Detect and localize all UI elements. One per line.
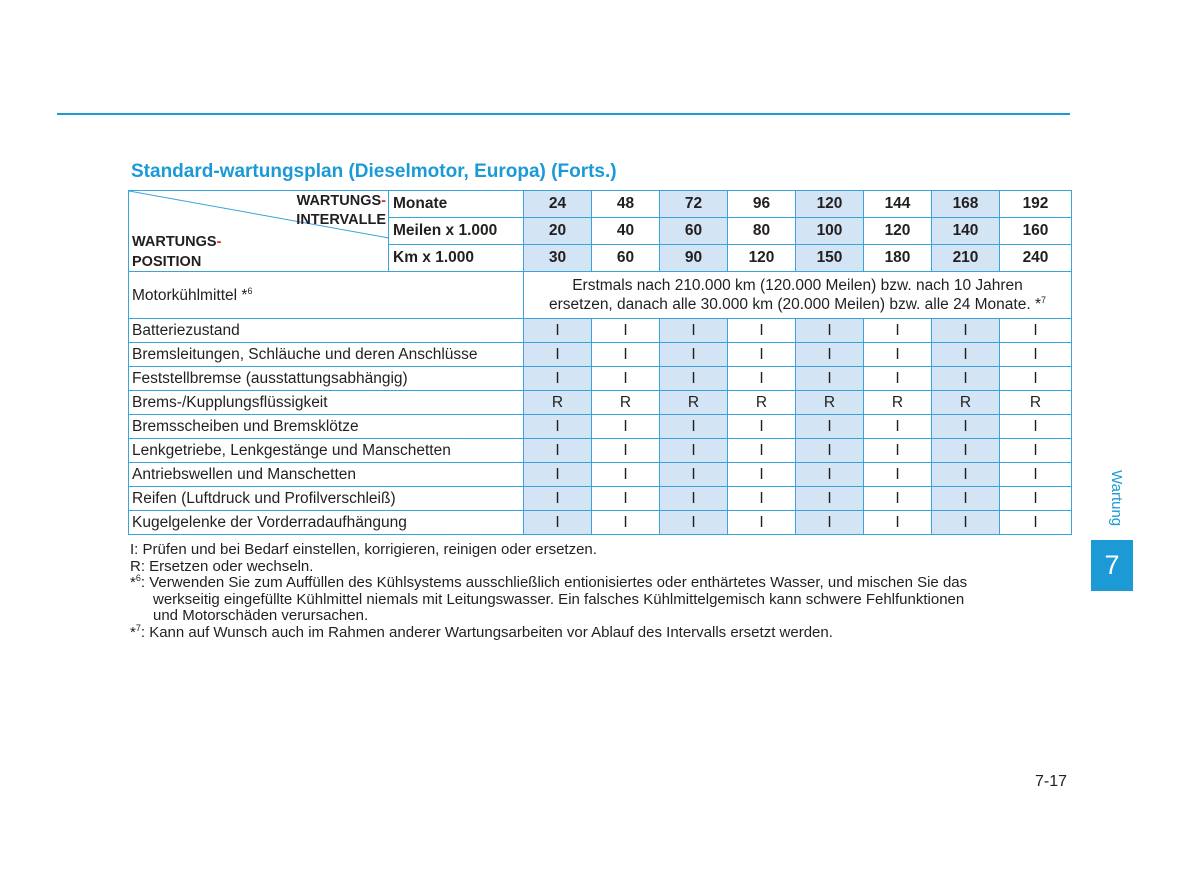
item-value: I [932,415,1000,439]
interval-value: 210 [932,245,1000,272]
item-value: I [728,367,796,391]
item-value: I [864,511,932,535]
item-value: I [1000,439,1072,463]
item-value: R [932,391,1000,415]
corner-cell [129,191,389,272]
page-title: Standard-wartungsplan (Dieselmotor, Europa) (Forts.) [131,161,617,182]
unit-label: Km x 1.000 [389,245,524,272]
item-value: I [592,487,660,511]
item-value: I [524,463,592,487]
item-value: I [932,487,1000,511]
item-value: I [728,319,796,343]
interval-value: 20 [524,218,592,245]
item-value: R [660,391,728,415]
item-label: Antriebswellen und Manschetten [129,463,524,487]
item-label: Brems-/Kupplungsflüssigkeit [129,391,524,415]
item-value: I [796,319,864,343]
table-row [129,343,1072,367]
item-value: I [796,487,864,511]
item-value: I [592,343,660,367]
interval-value: 30 [524,245,592,272]
item-label: Bremsleitungen, Schläuche und deren Anschlüsse [129,343,524,367]
item-value: I [796,511,864,535]
interval-value: 100 [796,218,864,245]
interval-value: 24 [524,191,592,218]
item-value: I [660,511,728,535]
interval-value: 72 [660,191,728,218]
item-value: I [728,463,796,487]
interval-value: 120 [728,245,796,272]
interval-value: 240 [1000,245,1072,272]
item-value: I [592,439,660,463]
footnote-6: *$^6$ : Verwenden Sie zum Auffüllen des Kühlsystems ausschließlich entionisiertes oder enthärtetes Wasser, und mischen Sie das [130,573,968,591]
item-value: I [660,343,728,367]
item-label: Batteriezustand [129,319,524,343]
intervals-label: WARTUNGS- INTERVALLE [296,193,386,228]
item-value: I [864,343,932,367]
item-value: I [524,439,592,463]
item-value: I [796,367,864,391]
header-row-months [129,191,1072,218]
item-label: Bremsscheiben und Bremsklötze [129,415,524,439]
interval-value: 120 [796,191,864,218]
item-value: I [932,463,1000,487]
interval-value: 60 [660,218,728,245]
table-row [129,319,1072,343]
item-value: I [592,511,660,535]
top-rule [57,113,1070,115]
chapter-side-label: Wartung [1108,470,1125,527]
item-value: I [1000,463,1072,487]
footnote-7: *$^7$ : Kann auf Wunsch auch im Rahmen anderer Wartungsarbeiten vor Ablauf des Intervalls ersetzt werden. [130,622,833,641]
footnote-6-line3: und Motorschäden verursachen. [153,607,369,624]
table-row [129,511,1072,535]
item-value: I [932,343,1000,367]
table-row [129,439,1072,463]
item-value: I [864,415,932,439]
interval-value: 40 [592,218,660,245]
item-value: R [524,391,592,415]
interval-value: 144 [864,191,932,218]
item-value: I [524,487,592,511]
item-value: R [864,391,932,415]
item-value: I [660,367,728,391]
item-value: I [864,463,932,487]
table-row [129,487,1072,511]
item-label: Reifen (Luftdruck und Profilverschleiß) [129,487,524,511]
note-i: I: Prüfen und bei Bedarf einstellen, korrigieren, reinigen oder ersetzen. [130,541,597,558]
item-value: I [592,463,660,487]
item-value: I [728,415,796,439]
coolant-label: Motorkühlmittel *$^6$ [129,272,524,319]
interval-value: 80 [728,218,796,245]
item-value: I [1000,343,1072,367]
item-value: I [864,487,932,511]
item-value: I [796,439,864,463]
item-value: I [660,439,728,463]
item-value: I [728,439,796,463]
item-label: Feststellbremse (ausstattungsabhängig) [129,367,524,391]
notes [130,542,1070,641]
item-value: I [524,511,592,535]
item-value: I [524,343,592,367]
table-row [129,391,1072,415]
item-value: I [728,487,796,511]
item-value: I [1000,415,1072,439]
item-value: I [524,415,592,439]
item-value: I [728,511,796,535]
item-value: I [932,511,1000,535]
interval-value: 48 [592,191,660,218]
item-value: I [796,343,864,367]
interval-value: 140 [932,218,1000,245]
item-value: I [728,343,796,367]
item-value: R [796,391,864,415]
interval-value: 180 [864,245,932,272]
page-number: 7-17 [1035,773,1068,790]
item-value: I [1000,319,1072,343]
item-label: Lenkgetriebe, Lenkgestänge und Manschetten [129,439,524,463]
item-value: I [1000,511,1072,535]
interval-value: 96 [728,191,796,218]
coolant-row [129,272,1072,319]
unit-label: Monate [389,191,524,218]
item-value: I [660,415,728,439]
item-value: R [728,391,796,415]
chapter-tab: 7 [1091,540,1133,591]
item-value: I [592,367,660,391]
item-value: I [592,319,660,343]
item-value: I [932,367,1000,391]
item-value: I [932,439,1000,463]
interval-value: 120 [864,218,932,245]
item-value: I [796,415,864,439]
item-value: I [864,367,932,391]
table-row [129,463,1072,487]
item-value: I [1000,487,1072,511]
interval-value: 60 [592,245,660,272]
item-value: I [796,463,864,487]
maintenance-table [128,190,1072,535]
item-value: I [660,487,728,511]
footnote-6-line2: werkseitig eingefüllte Kühlmittel niemals mit Leitungswasser. Ein falsches Kühlmittelgemisch kann schwere Fehlfunktionen [153,590,965,608]
item-value: R [592,391,660,415]
item-value: I [660,463,728,487]
table-row [129,367,1072,391]
item-value: I [1000,367,1072,391]
item-value: I [660,319,728,343]
interval-value: 160 [1000,218,1072,245]
item-value: I [932,319,1000,343]
note-r: R: Ersetzen oder wechseln. [130,557,314,575]
coolant-interval-text: Erstmals nach 210.000 km (120.000 Meilen) bzw. nach 10 Jahren ersetzen, danach alle 30.000 km (20.000 Meilen) bzw. alle 24 Monate. *$^7$ [524,272,1072,319]
item-label: Kugelgelenke der Vorderradaufhängung [129,511,524,535]
item-value: I [592,415,660,439]
unit-label: Meilen x 1.000 [389,218,524,245]
item-value: I [864,319,932,343]
item-value: I [524,367,592,391]
interval-value: 90 [660,245,728,272]
item-value: I [864,439,932,463]
interval-value: 150 [796,245,864,272]
position-label: WARTUNGS- POSITION [132,234,222,270]
interval-value: 168 [932,191,1000,218]
item-value: R [1000,391,1072,415]
item-value: I [524,319,592,343]
table-row [129,415,1072,439]
interval-value: 192 [1000,191,1072,218]
